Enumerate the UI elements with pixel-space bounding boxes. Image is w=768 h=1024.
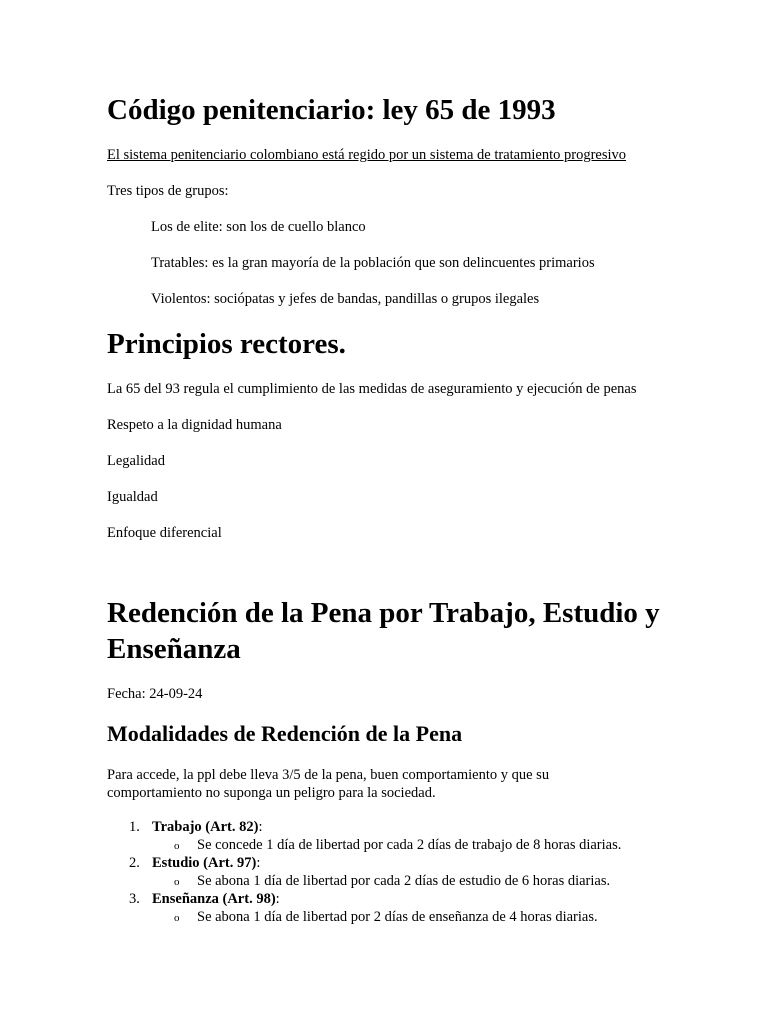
sub-list-text: Se abona 1 día de libertad por 2 días de enseñanza de 4 horas diarias. <box>197 909 598 925</box>
sub-list-item <box>107 872 687 890</box>
heading-principios-rectores: Principios rectores. <box>107 328 346 360</box>
redemption-list <box>107 818 687 926</box>
sub-list-text: Se concede 1 día de libertad por cada 2 días de trabajo de 8 horas diarias. <box>197 837 622 853</box>
list-item-label: Enseñanza (Art. 98) <box>152 891 276 907</box>
list-item-label: Trabajo (Art. 82) <box>152 819 259 835</box>
list-item <box>107 854 687 872</box>
list-item-colon: : <box>275 891 280 907</box>
heading-redencion: Redención de la Pena por Trabajo, Estudio y Enseñanza <box>107 597 660 665</box>
bullet-icon: o <box>174 912 180 924</box>
list-item <box>107 818 687 836</box>
heading-codigo-penitenciario: Código penitenciario: ley 65 de 1993 <box>107 94 556 126</box>
bullet-icon: o <box>174 876 180 888</box>
principle-legalidad: Legalidad <box>107 453 165 469</box>
group-item-tratables: Tratables: es la gran mayoría de la población que son delincuentes primarios <box>151 255 595 271</box>
list-item-label: Estudio (Art. 97) <box>152 855 257 871</box>
sub-list-item <box>107 908 687 926</box>
requirements-paragraph: Para accede, la ppl debe lleva 3/5 de la pena, buen comportamiento y que su comportamiento no suponga un peligro para la sociedad. <box>107 767 550 801</box>
bullet-icon: o <box>174 840 180 852</box>
principle-dignidad: Respeto a la dignidad humana <box>107 417 282 433</box>
group-item-violentos: Violentos: sociópatas y jefes de bandas, pandillas o grupos ilegales <box>151 291 540 307</box>
heading-modalidades: Modalidades de Redención de la Pena <box>107 721 463 746</box>
sub-list-text: Se abona 1 día de libertad por cada 2 días de estudio de 6 horas diarias. <box>197 873 611 889</box>
list-number: 2. <box>129 855 140 871</box>
intro-paragraph: El sistema penitenciario colombiano está regido por un sistema de tratamiento progresivo <box>107 147 627 163</box>
group-item-elite: Los de elite: son los de cuello blanco <box>151 219 366 235</box>
list-number: 3. <box>129 891 140 907</box>
list-number: 1. <box>129 819 140 835</box>
principle-igualdad: Igualdad <box>107 489 158 505</box>
principles-paragraph: La 65 del 93 regula el cumplimiento de las medidas de aseguramiento y ejecución de penas <box>107 381 637 397</box>
date-line: Fecha: 24-09-24 <box>107 686 203 702</box>
groups-label: Tres tipos de grupos: <box>107 183 229 199</box>
list-item <box>107 890 687 908</box>
sub-list-item <box>107 836 687 854</box>
principle-enfoque: Enfoque diferencial <box>107 525 222 541</box>
list-item-colon: : <box>258 819 263 835</box>
list-item-colon: : <box>256 855 261 871</box>
